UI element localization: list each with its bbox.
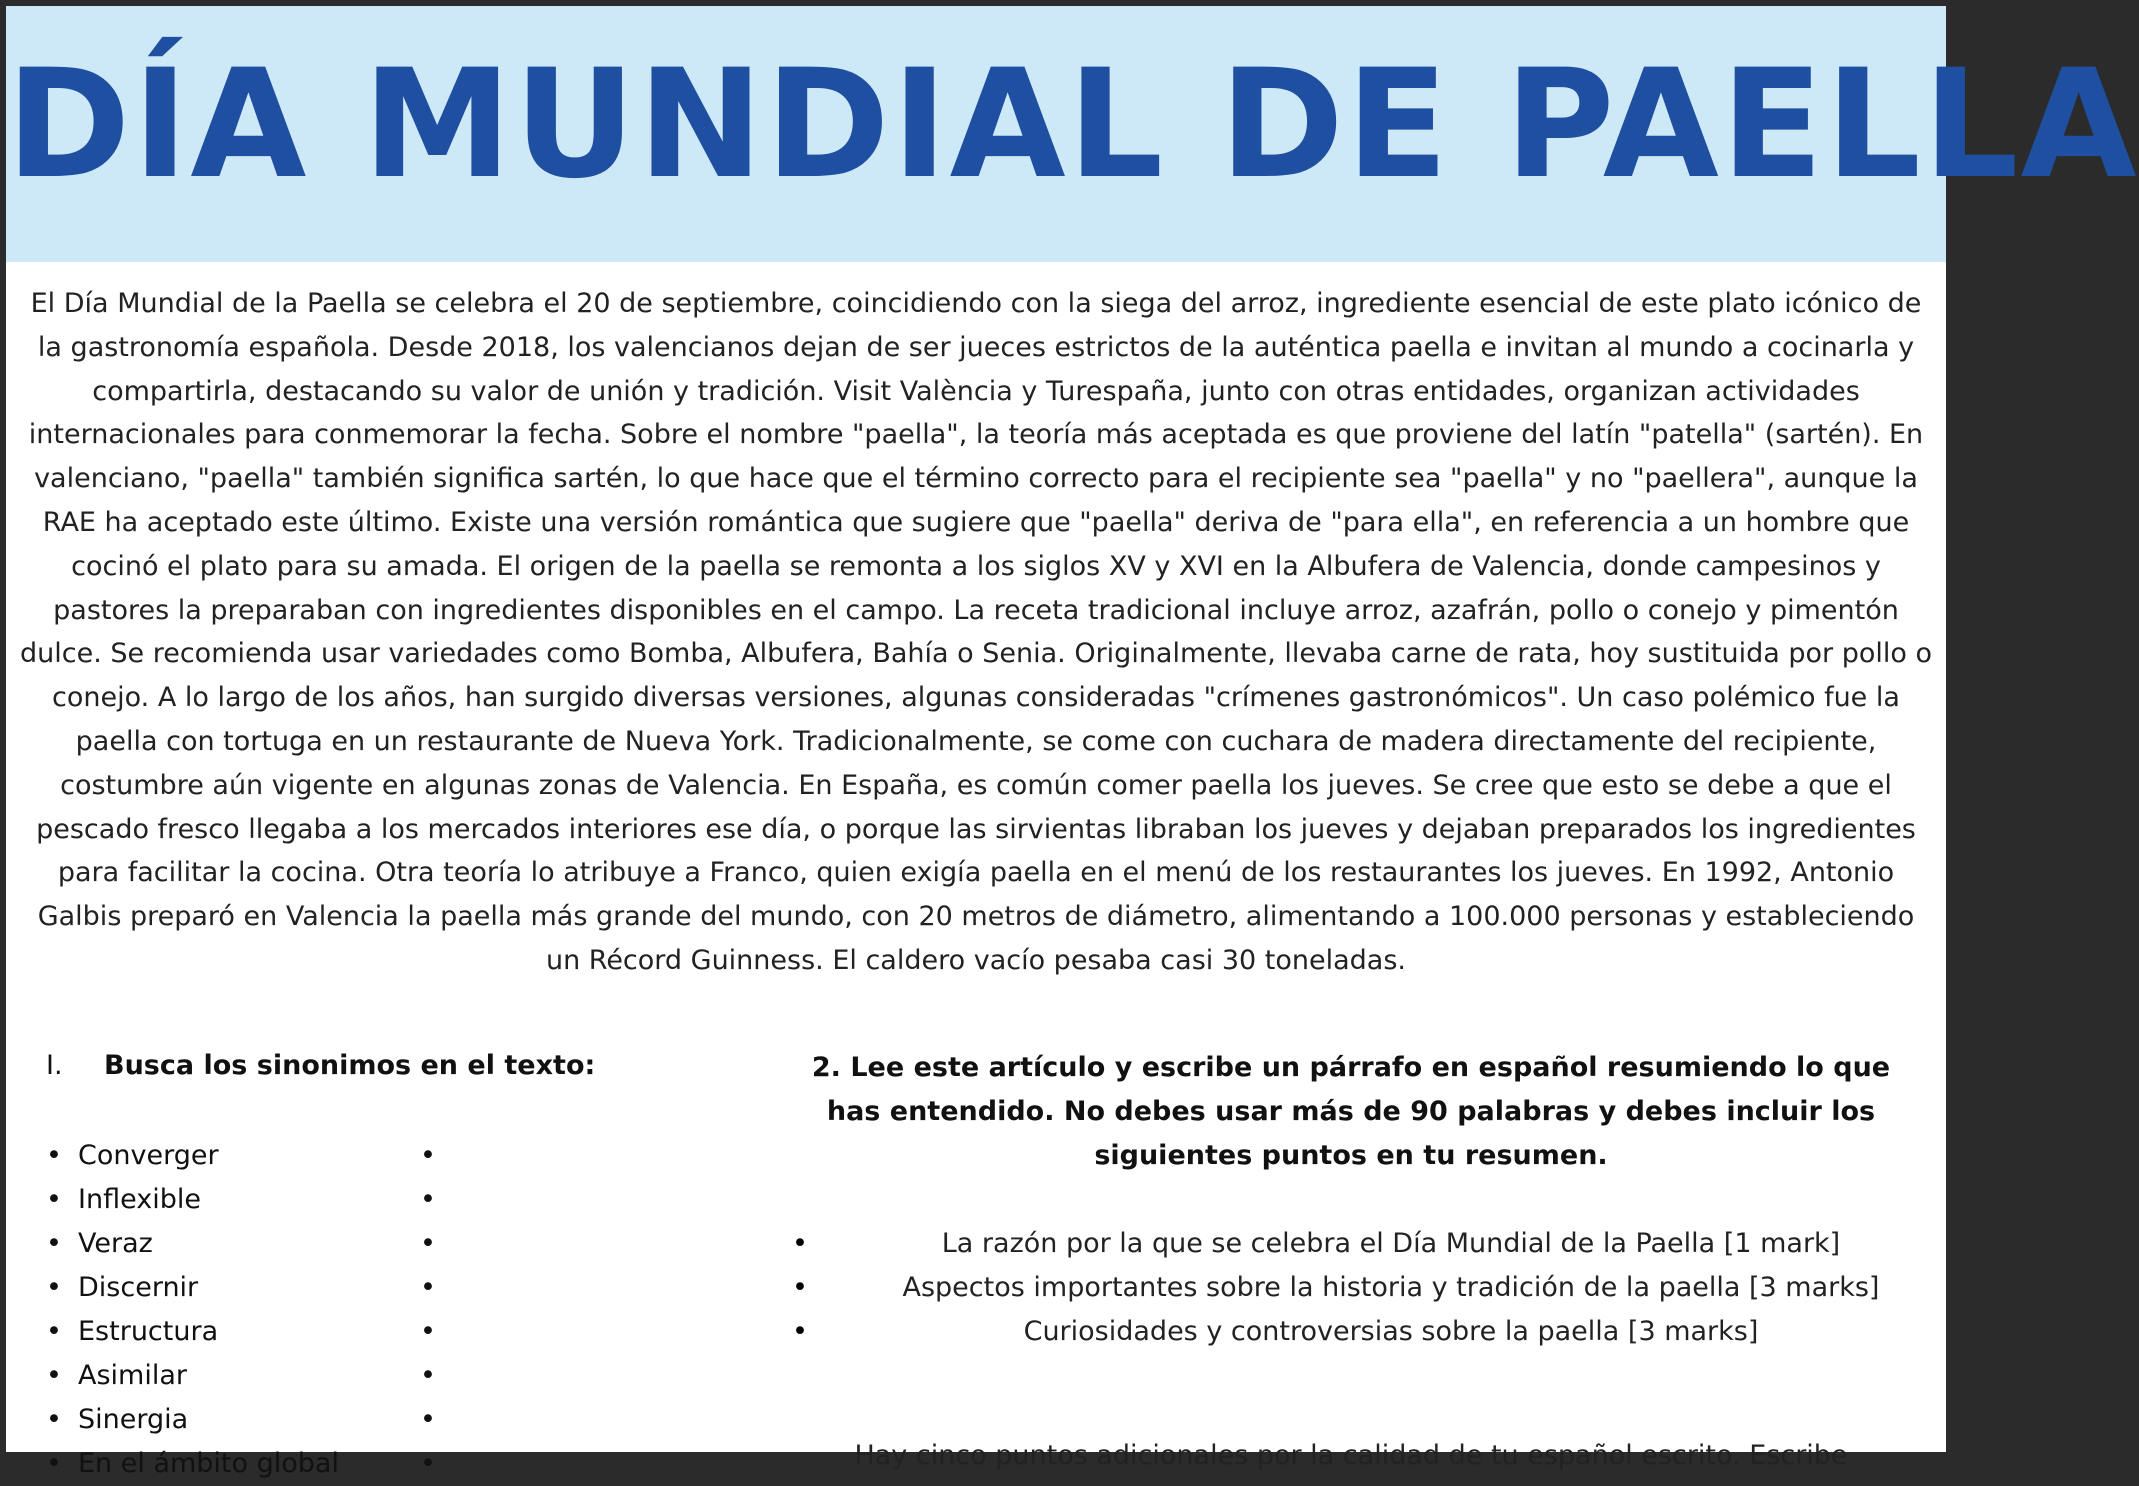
synonym-word: Asimilar bbox=[78, 1360, 187, 1391]
synonym-row bbox=[46, 1442, 746, 1486]
summary-point bbox=[776, 1266, 1926, 1310]
question-2 bbox=[776, 1046, 1926, 1471]
answer-bullet-icon: • bbox=[420, 1448, 436, 1479]
question-1-number: I. bbox=[46, 1050, 63, 1081]
question-1-heading bbox=[46, 1046, 746, 1086]
question-2-title: 2. Lee este artículo y escribe un párrafo en español resumiendo lo que has entendido. No debes usar más de 90 palabras y debes incluir los siguientes puntos en tu resumen. bbox=[811, 1052, 1891, 1171]
synonym-row bbox=[46, 1178, 746, 1222]
question-1 bbox=[46, 1046, 746, 1479]
bullet-icon: • bbox=[792, 1316, 808, 1347]
bullet-icon: • bbox=[46, 1448, 62, 1479]
question-1-title: Busca los sinonimos en el texto: bbox=[104, 1050, 596, 1081]
bullet-icon: • bbox=[46, 1404, 62, 1435]
synonym-word: Inflexible bbox=[78, 1184, 201, 1215]
answer-bullet-icon: • bbox=[420, 1184, 436, 1215]
answer-bullet-icon: • bbox=[420, 1228, 436, 1259]
bullet-icon: • bbox=[46, 1360, 62, 1391]
bullet-icon: • bbox=[46, 1272, 62, 1303]
summary-point-text: Aspectos importantes sobre la historia y tradición de la paella [3 marks] bbox=[902, 1272, 1880, 1303]
synonym-row bbox=[46, 1310, 746, 1354]
answer-bullet-icon: • bbox=[420, 1316, 436, 1347]
synonym-list bbox=[46, 1134, 746, 1486]
page-title: DÍA MUNDIAL DE PAELLA bbox=[6, 38, 2139, 212]
answer-bullet-icon: • bbox=[420, 1272, 436, 1303]
bullet-icon: • bbox=[46, 1184, 62, 1215]
bullet-icon: • bbox=[46, 1316, 62, 1347]
synonym-row bbox=[46, 1134, 746, 1178]
worksheet bbox=[6, 6, 2139, 1479]
title-banner bbox=[6, 6, 2139, 262]
answer-bullet-icon: • bbox=[420, 1140, 436, 1171]
synonym-row bbox=[46, 1222, 746, 1266]
synonym-row bbox=[46, 1266, 746, 1310]
synonym-word: Sinergia bbox=[78, 1404, 189, 1435]
synonym-word: Estructura bbox=[78, 1316, 219, 1347]
bullet-icon: • bbox=[46, 1140, 62, 1171]
answer-bullet-icon: • bbox=[420, 1360, 436, 1391]
bullet-icon: • bbox=[46, 1228, 62, 1259]
synonym-row bbox=[46, 1354, 746, 1398]
summary-point bbox=[776, 1222, 1926, 1266]
synonym-word: Discernir bbox=[78, 1272, 199, 1303]
summary-points-list bbox=[776, 1222, 1926, 1354]
bullet-icon: • bbox=[792, 1272, 808, 1303]
article-text: El Día Mundial de la Paella se celebra el 20 de septiembre, coincidiendo con la siega del arroz, ingrediente esencial de este plato icónico de la gastronomía española. Desde 2018, los valencianos dejan de ser jueces estrictos de la auténtica paella e invitan al mundo a cocinarla y compartirla, destacando su valor de unión y tradición. Visit València y Turespaña, junto con otras entidades, organizan actividades internacionales para conmemorar la fecha. Sobre el nombre "paella", la teoría más aceptada es que proviene del latín "patella" (sartén). En valenciano, "paella" también significa sartén, lo que hace que el término correcto para el recipiente sea "paella" y no "paellera", aunque la RAE ha aceptado este último. Existe una versión romántica que sugiere que "paella" deriva de "para ella", en referencia a un hombre que cocinó el plato para su amada. El origen de la paella se remonta a los siglos XV y XVI en la Albufera de Valencia, donde campesinos y pastores la preparaban con ingredientes disponibles en el campo. La receta tradicional incluye arroz, azafrán, pollo o conejo y pimentón dulce. Se recomienda usar variedades como Bomba, Albufera, Bahía o Senia. Originalmente, llevaba carne de rata, hoy sustituida por pollo o conejo. A lo largo de los años, han surgido diversas versiones, algunas consideradas "crímenes gastronómicos". Un caso polémico fue la paella con tortuga en un restaurante de Nueva York. Tradicionalmente, se come con cuchara de madera directamente del recipiente, costumbre aún vigente en algunas zonas de Valencia. En España, es común comer paella los jueves. Se cree que esto se debe a que el pescado fresco llegaba a los mercados interiores ese día, o porque las sirvientas libraban los jueves y dejaban preparados los ingredientes para facilitar la cocina. Otra teoría lo atribuye a Franco, quien exigía paella en el menú de los restaurantes los jueves. En 1992, Antonio Galbis preparó en Valencia la paella más grande del mundo, con 20 metros de diámetro, alimentando a 100.000 personas y estableciendo un Récord Guinness. El caldero vacío pesaba casi 30 toneladas. bbox=[20, 288, 1932, 976]
bullet-icon: • bbox=[792, 1228, 808, 1259]
summary-point bbox=[776, 1310, 1926, 1354]
summary-point-text: La razón por la que se celebra el Día Mundial de la Paella [1 mark] bbox=[941, 1228, 1841, 1259]
synonym-row bbox=[46, 1398, 746, 1442]
synonym-word: Converger bbox=[78, 1140, 219, 1171]
synonym-word: Veraz bbox=[78, 1228, 153, 1259]
synonym-word: En el ámbito global bbox=[78, 1448, 339, 1479]
answer-bullet-icon: • bbox=[420, 1404, 436, 1435]
question-2-extra-text: Hay cinco puntos adicionales por la calidad de tu español escrito. Escribe bbox=[854, 1440, 1848, 1471]
summary-point-text: Curiosidades y controversias sobre la paella [3 marks] bbox=[1023, 1316, 1759, 1347]
